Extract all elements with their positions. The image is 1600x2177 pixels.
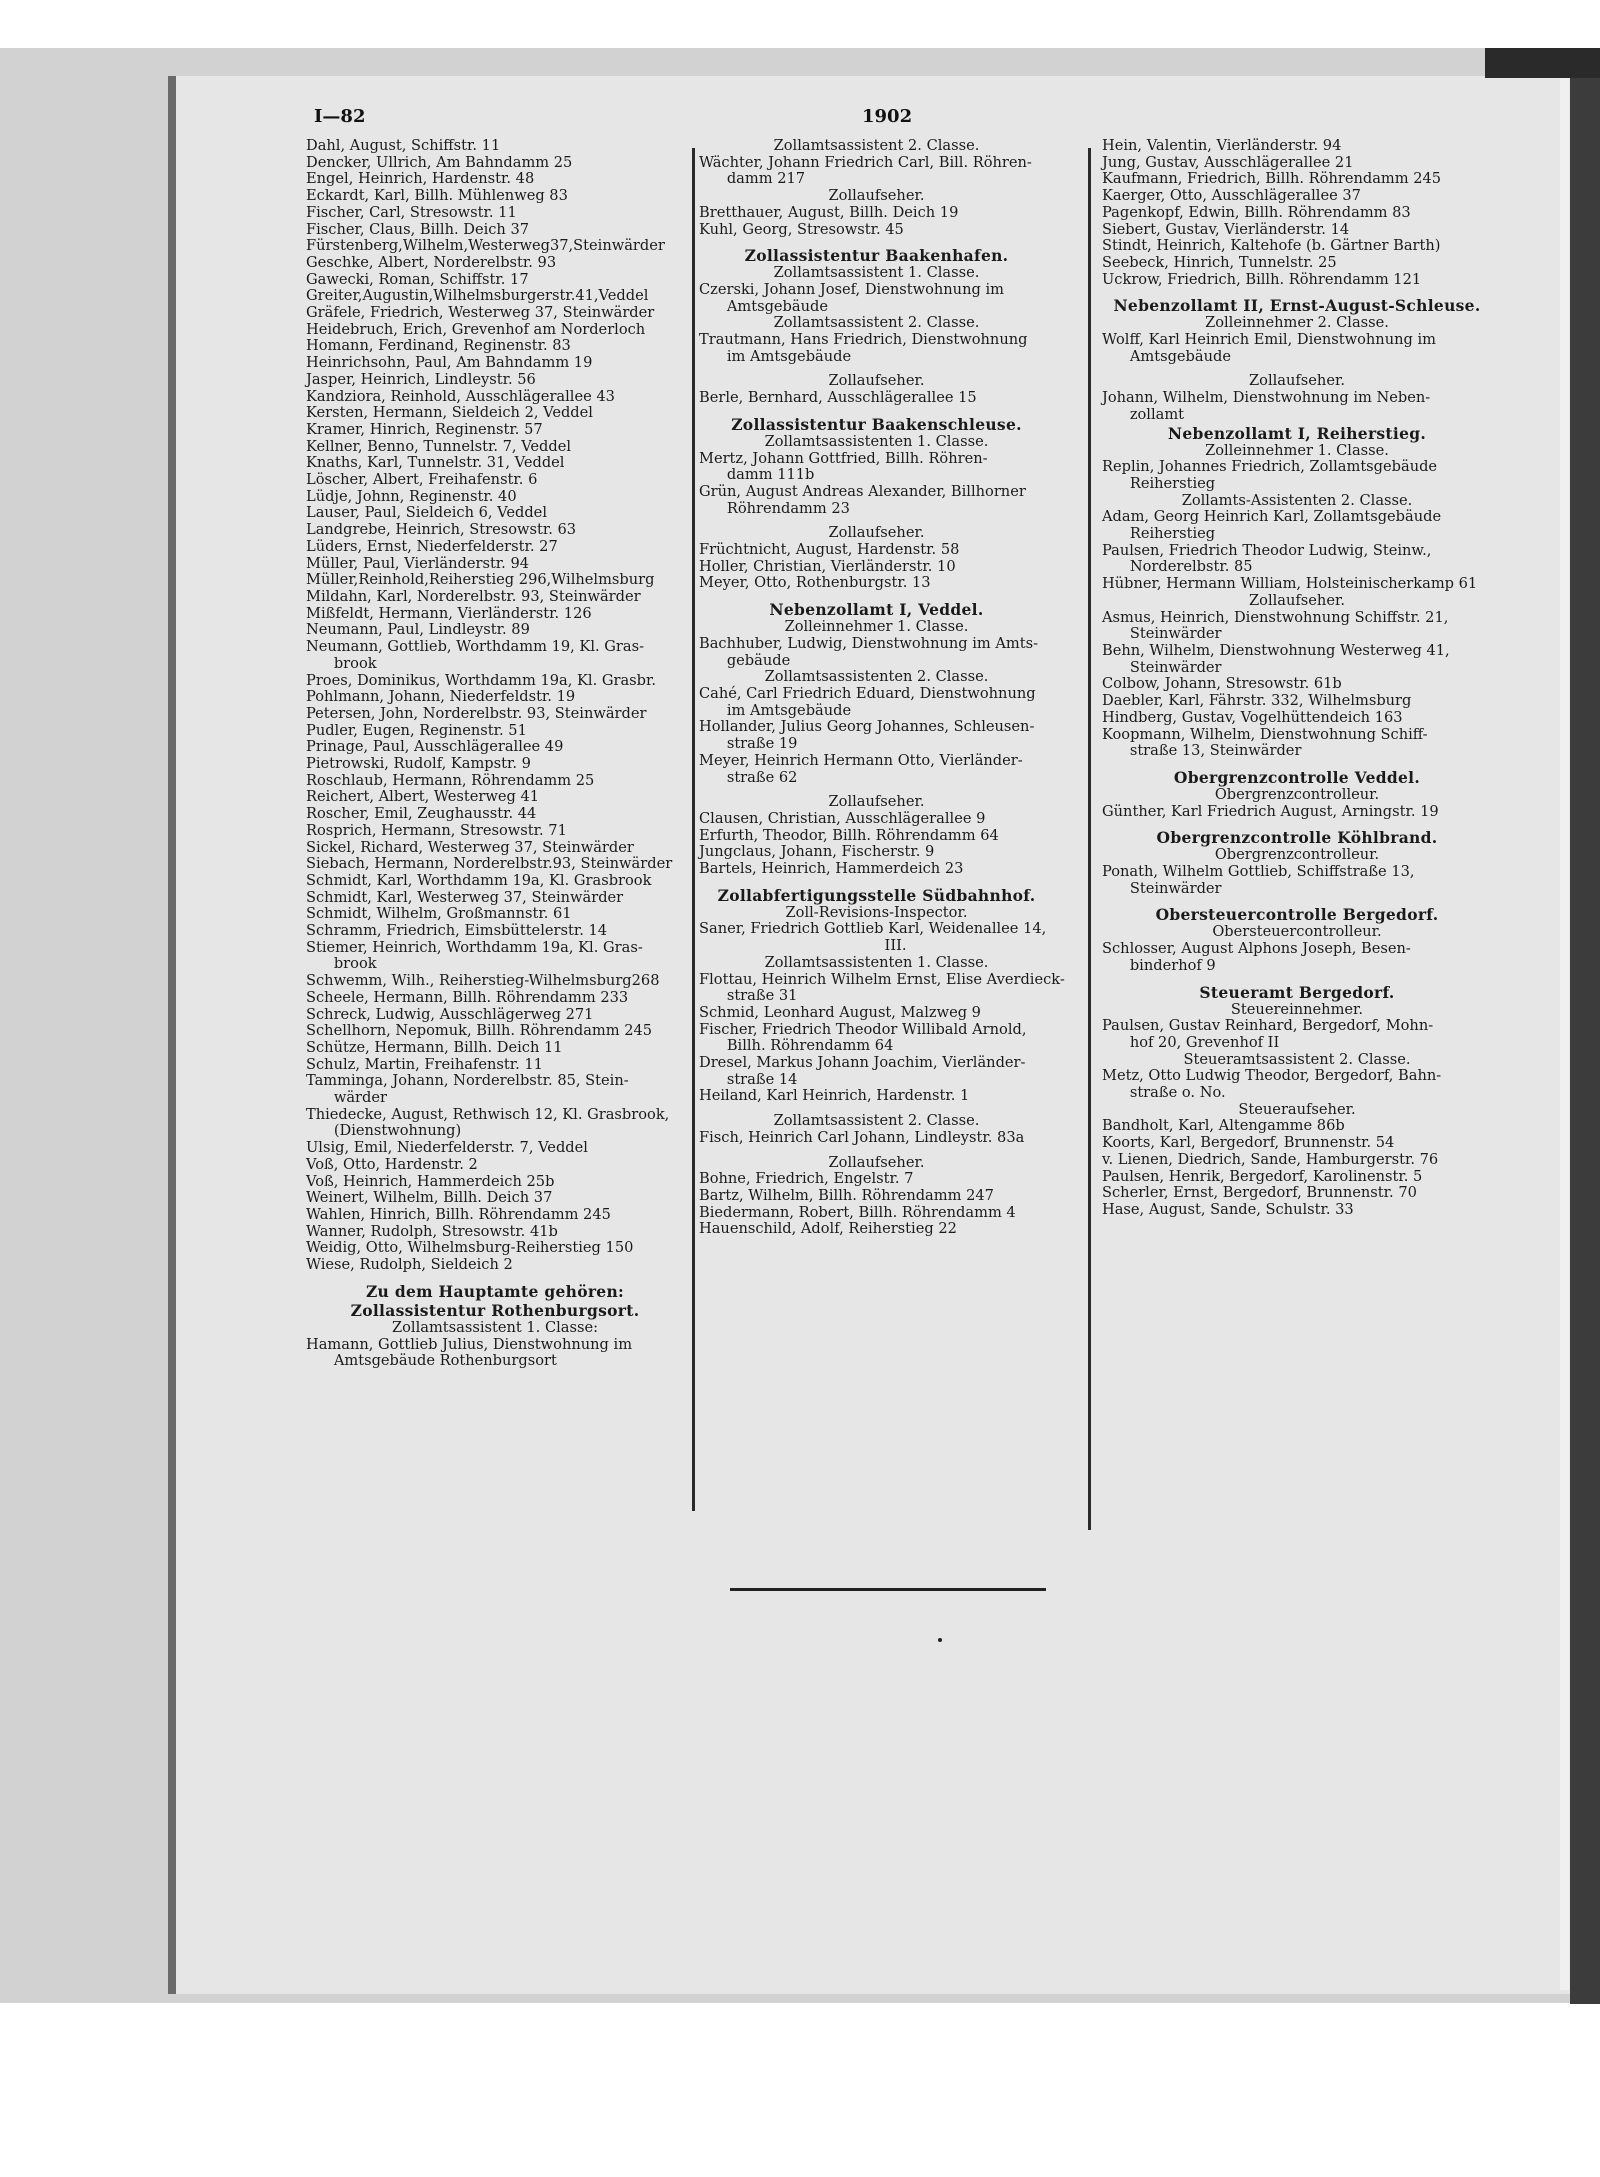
directory-entry: Flottau, Heinrich Wilhelm Ernst, Elise Averdieck- (699, 970, 1065, 988)
rank-heading: Zollamtsassistenten 1. Classe. (764, 432, 989, 450)
directory-entry: Früchtnicht, August, Hardenstr. 58 (699, 541, 960, 559)
directory-entry: Pagenkopf, Edwin, Billh. Röhrendamm 83 (1102, 203, 1411, 221)
directory-entry: Paulsen, Friedrich Theodor Ludwig, Steinw., (1102, 541, 1432, 559)
directory-entry: Neumann, Paul, Lindleystr. 89 (306, 621, 530, 639)
directory-entry: Hollander, Julius Georg Johannes, Schleusen- (699, 718, 1035, 736)
directory-entry: im Amtsgebäude (699, 701, 852, 719)
directory-entry: damm 217 (699, 170, 806, 188)
directory-entry: Neumann, Gottlieb, Worthdamm 19, Kl. Gras- (306, 638, 645, 656)
directory-entry: straße o. No. (1102, 1084, 1226, 1102)
directory-entry: Siebach, Hermann, Norderelbstr.93, Steinwärder (306, 855, 673, 873)
directory-entry: Thiedecke, August, Rethwisch 12, Kl. Grasbrook, (306, 1105, 670, 1123)
directory-entry: Sickel, Richard, Westerweg 37, Steinwärder (306, 838, 634, 856)
directory-entry: v. Lienen, Diedrich, Sande, Hamburgerstr. 76 (1102, 1150, 1439, 1168)
directory-entry: Ulsig, Emil, Niederfelderstr. 7, Veddel (306, 1139, 588, 1157)
directory-entry: Wiese, Rudolph, Sieldeich 2 (306, 1256, 513, 1274)
directory-entry: Schmid, Leonhard August, Malzweg 9 (699, 1003, 981, 1021)
directory-entry: Pohlmann, Johann, Niederfeldstr. 19 (306, 688, 576, 706)
section-heading: Zollabfertigungsstelle Südbahnhof. (717, 885, 1036, 905)
directory-entry: Stindt, Heinrich, Kaltehofe (b. Gärtner Barth) (1102, 237, 1441, 255)
directory-entry: Berle, Bernhard, Ausschlägerallee 15 (699, 389, 977, 407)
rank-heading: Zollaufseher. (828, 1153, 925, 1171)
directory-entry: Wahlen, Hinrich, Billh. Röhrendamm 245 (306, 1206, 611, 1223)
directory-entry: Holler, Christian, Vierländerstr. 10 (699, 557, 956, 575)
directory-entry: Hein, Valentin, Vierländerstr. 94 (1102, 137, 1342, 154)
page-dot (938, 1638, 942, 1642)
section-heading: Zollassistentur Rothenburgsort. (350, 1300, 640, 1320)
directory-entry: Bretthauer, August, Billh. Deich 19 (699, 203, 959, 221)
directory-entry: binderhof 9 (1102, 956, 1216, 974)
directory-entry: Schellhorn, Nepomuk, Billh. Röhrendamm 245 (306, 1022, 653, 1040)
directory-entry: Kuhl, Georg, Stresowstr. 45 (699, 220, 904, 238)
directory-entry: Lüdje, Johnn, Reginenstr. 40 (306, 487, 517, 505)
directory-entry: Schmidt, Karl, Worthdamm 19a, Kl. Grasbrook (306, 871, 652, 889)
rank-heading: Zolleinnehmer 1. Classe. (1205, 441, 1389, 459)
directory-entry: Schreck, Ludwig, Ausschlägerweg 271 (306, 1005, 594, 1023)
directory-entry: Bachhuber, Ludwig, Dienstwohnung im Amts- (699, 634, 1039, 652)
directory-entry: Bartz, Wilhelm, Billh. Röhrendamm 247 (699, 1186, 994, 1204)
rank-heading: Zollaufseher. (1249, 372, 1345, 390)
directory-entry: Scheele, Hermann, Billh. Röhrendamm 233 (306, 988, 629, 1006)
directory-entry: Hübner, Hermann William, Holsteinischerkamp 61 (1102, 575, 1478, 593)
directory-entry: Cahé, Carl Friedrich Eduard, Dienstwohnung (699, 684, 1036, 702)
spacer (1102, 975, 1492, 983)
directory-entry: Gawecki, Roman, Schiffstr. 17 (306, 270, 529, 288)
directory-entry: Jungclaus, Johann, Fischerstr. 9 (699, 843, 935, 861)
rank-heading: Zolleinnehmer 2. Classe. (1205, 314, 1389, 332)
directory-entry: Voß, Otto, Hardenstr. 2 (306, 1155, 478, 1173)
directory-entry: Petersen, John, Norderelbstr. 93, Steinwärder (306, 704, 647, 722)
directory-entry: Paulsen, Henrik, Bergedorf, Karolinenstr. 5 (1102, 1167, 1423, 1185)
directory-entry: Dresel, Markus Johann Joachim, Vierländer- (699, 1054, 1026, 1072)
directory-entry: straße 19 (699, 735, 798, 753)
directory-entry: Pudler, Eugen, Reginenstr. 51 (306, 721, 527, 739)
rank-heading: Obersteuercontrolleur. (1212, 923, 1382, 941)
directory-entry: Scherler, Ernst, Bergedorf, Brunnenstr. 70 (1102, 1184, 1417, 1202)
page-number: I—82 (314, 106, 366, 127)
directory-entry: Fischer, Carl, Stresowstr. 11 (306, 203, 517, 221)
directory-entry: gebäude (699, 651, 791, 669)
directory-entry: Müller, Paul, Vierländerstr. 94 (306, 554, 530, 572)
directory-entry: Hauenschild, Adolf, Reiherstieg 22 (699, 1220, 957, 1238)
directory-entry: Meyer, Heinrich Hermann Otto, Vierländer- (699, 751, 1023, 769)
directory-entry: Bartels, Heinrich, Hammerdeich 23 (699, 860, 964, 878)
directory-entry: Heinrichsohn, Paul, Am Bahndamm 19 (306, 354, 593, 372)
rank-heading: Zollamts-Assistenten 2. Classe. (1181, 491, 1413, 509)
directory-entry: Heiland, Karl Heinrich, Hardenstr. 1 (699, 1087, 970, 1105)
directory-entry: Bandholt, Karl, Altengamme 86b (1102, 1117, 1345, 1135)
rank-heading: Steuereinnehmer. (1230, 1000, 1364, 1018)
directory-entry: Seebeck, Hinrich, Tunnelstr. 25 (1102, 253, 1337, 271)
directory-entry: straße 62 (699, 768, 798, 786)
section-heading: Zollassistentur Baakenhafen. (744, 246, 1009, 266)
directory-entry: Steinwärder (1102, 658, 1222, 676)
directory-entry: Schlosser, August Alphons Joseph, Besen- (1102, 940, 1411, 958)
directory-entry: Schulz, Martin, Freihafenstr. 11 (306, 1055, 543, 1073)
rank-heading: Zollamtsassistenten 1. Classe. (764, 953, 989, 971)
directory-entry: Hamann, Gottlieb Julius, Dienstwohnung im (306, 1335, 633, 1353)
directory-entry: Roschlaub, Hermann, Röhrendamm 25 (306, 771, 595, 789)
section-heading: Steueramt Bergedorf. (1199, 982, 1395, 1002)
rank-heading: Zollaufseher. (1249, 591, 1345, 609)
directory-entry: Wanner, Rudolph, Stresowstr. 41b (306, 1222, 558, 1240)
directory-entry: straße 13, Steinwärder (1102, 742, 1302, 760)
directory-entry: Kandziora, Reinhold, Ausschlägerallee 43 (306, 387, 615, 405)
rank-heading: Zollaufseher. (828, 793, 925, 811)
page-edge (1560, 70, 1569, 1990)
directory-entry: Eckardt, Karl, Billh. Mühlenweg 83 (306, 187, 568, 205)
directory-entry: Greiter,Augustin,Wilhelmsburgerstr.41,Veddel (306, 287, 649, 305)
directory-entry: Hase, August, Sande, Schulstr. 33 (1102, 1200, 1354, 1218)
column-divider (1088, 148, 1091, 1530)
rank-heading: Zollamtsassistent 1. Classe: (391, 1318, 599, 1336)
directory-entry: Proes, Dominikus, Worthdamm 19a, Kl. Grasbr. (306, 671, 657, 689)
directory-entry: Amtsgebäude (699, 297, 828, 315)
directory-entry: Engel, Heinrich, Hardenstr. 48 (306, 170, 535, 188)
directory-entry: Replin, Johannes Friedrich, Zollamtsgebäude (1102, 458, 1438, 476)
section-heading: Zollassistentur Baakenschleuse. (731, 414, 1022, 434)
directory-entry: Colbow, Johann, Stresowstr. 61b (1102, 675, 1342, 693)
directory-entry: Trautmann, Hans Friedrich, Dienstwohnung (699, 331, 1028, 349)
directory-entry: Czerski, Johann Josef, Dienstwohnung im (699, 280, 1004, 298)
directory-entry: Amtsgebäude Rothenburgsort (306, 1352, 557, 1370)
directory-entry: Kaerger, Otto, Ausschlägerallee 37 (1102, 187, 1361, 205)
directory-entry: (Dienstwohnung) (306, 1122, 462, 1140)
directory-entry: straße 14 (699, 1070, 798, 1088)
directory-entry: Roscher, Emil, Zeughausstr. 44 (306, 805, 537, 823)
directory-entry: Lüders, Ernst, Niederfelderstr. 27 (306, 537, 558, 555)
directory-entry: wärder (306, 1089, 387, 1107)
spacer (699, 238, 1054, 246)
directory-entry: straße 31 (699, 987, 798, 1005)
binding-strip (1570, 52, 1600, 2004)
directory-entry: Kersten, Hermann, Sieldeich 2, Veddel (306, 404, 593, 422)
spacer (699, 592, 1054, 600)
directory-entry: Daebler, Karl, Fährstr. 332, Wilhelmsburg (1102, 692, 1412, 710)
rank-heading: Obergrenzcontrolleur. (1214, 785, 1380, 803)
directory-entry: Müller,Reinhold,Reiherstieg 296,Wilhelmsburg (306, 571, 655, 589)
directory-entry: im Amtsgebäude (699, 347, 852, 365)
directory-entry: Mildahn, Karl, Norderelbstr. 93, Steinwärder (306, 587, 641, 605)
directory-entry: Erfurth, Theodor, Billh. Röhrendamm 64 (699, 826, 999, 844)
directory-entry: Fischer, Claus, Billh. Deich 37 (306, 220, 530, 238)
directory-entry: Grün, August Andreas Alexander, Billhorner (699, 482, 1026, 500)
directory-entry: Reichert, Albert, Westerweg 41 (306, 788, 540, 806)
spacer (699, 878, 1054, 886)
directory-entry: Landgrebe, Heinrich, Stresowstr. 63 (306, 521, 577, 539)
directory-entry: Paulsen, Gustav Reinhard, Bergedorf, Mohn- (1102, 1017, 1434, 1035)
directory-entry: Siebert, Gustav, Vierländerstr. 14 (1102, 220, 1350, 238)
directory-entry: Fisch, Heinrich Carl Johann, Lindleystr. 83a (699, 1128, 1025, 1146)
directory-entry: Reiherstieg (1102, 525, 1216, 543)
rank-heading: Steueramtsassistent 2. Classe. (1183, 1050, 1411, 1068)
directory-entry: Biedermann, Robert, Billh. Röhrendamm 4 (699, 1203, 1016, 1221)
directory-entry: III. (699, 937, 907, 955)
directory-entry: Hindberg, Gustav, Vogelhüttendeich 163 (1102, 708, 1403, 726)
rank-heading: Obergrenzcontrolleur. (1214, 846, 1380, 864)
directory-entry: Knaths, Karl, Tunnelstr. 31, Veddel (306, 454, 565, 472)
rank-heading: Zollamtsassistent 1. Classe. (773, 264, 980, 282)
rank-heading: Zollamtsassistent 2. Classe. (773, 137, 980, 154)
directory-entry: Billh. Röhrendamm 64 (699, 1037, 894, 1055)
directory-entry: Schmidt, Karl, Westerweg 37, Steinwärder (306, 888, 624, 906)
directory-entry: Norderelbstr. 85 (1102, 558, 1253, 576)
directory-entry: Koorts, Karl, Bergedorf, Brunnenstr. 54 (1102, 1134, 1395, 1152)
directory-entry: Bohne, Friedrich, Engelstr. 7 (699, 1170, 914, 1188)
directory-entry: Geschke, Albert, Norderelbstr. 93 (306, 253, 557, 271)
section-heading: Nebenzollamt I, Reiherstieg. (1167, 423, 1427, 443)
spacer (306, 1274, 684, 1282)
directory-entry: Kellner, Benno, Tunnelstr. 7, Veddel (306, 437, 572, 455)
directory-entry: Wächter, Johann Friedrich Carl, Bill. Röhren- (699, 153, 1032, 171)
directory-entry: Weinert, Wilhelm, Billh. Deich 37 (306, 1189, 553, 1207)
directory-entry: Prinage, Paul, Ausschlägerallee 49 (306, 738, 564, 756)
directory-entry: Günther, Karl Friedrich August, Arningstr. 19 (1102, 802, 1439, 820)
column-middle (699, 137, 1065, 1238)
rank-heading: Zollaufseher. (828, 372, 925, 390)
rank-heading: Zollaufseher. (828, 187, 925, 205)
directory-entry: Heidebruch, Erich, Grevenhof am Norderloch (306, 320, 646, 338)
directory-entry: Dencker, Ullrich, Am Bahndamm 25 (306, 153, 573, 171)
directory-entry: Rosprich, Hermann, Stresowstr. 71 (306, 821, 567, 839)
directory-entry: Johann, Wilhelm, Dienstwohnung im Neben- (1102, 389, 1431, 407)
directory-entry: Löscher, Albert, Freihafenstr. 6 (306, 471, 538, 489)
directory-entry: Koopmann, Wilhelm, Dienstwohnung Schiff- (1102, 725, 1428, 743)
directory-entry: brook (306, 654, 377, 672)
directory-entry: Voß, Heinrich, Hammerdeich 25b (306, 1172, 555, 1190)
rank-heading: Zolleinnehmer 1. Classe. (784, 618, 969, 636)
corner-shadow (1485, 48, 1600, 78)
rank-heading: Zollamtsassistent 2. Classe. (773, 1112, 980, 1130)
page-year: 1902 (862, 106, 913, 127)
section-heading: Zu dem Hauptamte gehören: (365, 1281, 625, 1301)
spacer (699, 407, 1054, 415)
section-heading: Obergrenzcontrolle Veddel. (1173, 767, 1421, 787)
directory-entry: Lauser, Paul, Sieldeich 6, Veddel (306, 504, 547, 522)
directory-entry: Gräfele, Friedrich, Westerweg 37, Steinwärder (306, 304, 655, 322)
rank-heading: Zollamtsassistent 2. Classe. (773, 314, 980, 332)
spacer (1102, 760, 1492, 768)
directory-entry: Ponath, Wilhelm Gottlieb, Schiffstraße 13, (1102, 863, 1415, 881)
directory-entry: Metz, Otto Ludwig Theodor, Bergedorf, Bahn- (1102, 1067, 1442, 1085)
directory-entry: Schütze, Hermann, Billh. Deich 11 (306, 1038, 563, 1056)
directory-entry: Tamminga, Johann, Norderelbstr. 85, Stein- (306, 1072, 629, 1090)
section-heading: Nebenzollamt II, Ernst-August-Schleuse. (1113, 296, 1481, 316)
spacer (1102, 897, 1492, 905)
directory-entry: Röhrendamm 23 (699, 499, 850, 517)
directory-entry: Mertz, Johann Gottfried, Billh. Röhren- (699, 449, 988, 467)
directory-entry: Mißfeldt, Hermann, Vierländerstr. 126 (306, 604, 592, 622)
section-heading: Nebenzollamt I, Veddel. (769, 600, 984, 620)
directory-entry: hof 20, Grevenhof II (1102, 1033, 1280, 1051)
directory-entry: brook (306, 955, 377, 973)
rank-heading: Zollamtsassistenten 2. Classe. (764, 668, 989, 686)
directory-entry: Kramer, Hinrich, Reginenstr. 57 (306, 420, 543, 438)
directory-entry: Reiherstieg (1102, 474, 1216, 492)
directory-entry: Steinwärder (1102, 625, 1222, 643)
column-right (1102, 138, 1492, 1219)
rank-heading: Zollaufseher. (828, 524, 925, 542)
column-divider (692, 148, 695, 1511)
directory-entry: Amtsgebäude (1102, 347, 1231, 365)
directory-entry: Clausen, Christian, Ausschlägerallee 9 (699, 809, 986, 827)
directory-entry: Fürstenberg,Wilhelm,Westerweg37,Steinwärder (306, 237, 665, 255)
directory-entry: Dahl, August, Schiffstr. 11 (306, 137, 501, 154)
directory-entry: Schmidt, Wilhelm, Großmannstr. 61 (306, 905, 572, 923)
directory-entry: zollamt (1102, 405, 1185, 423)
directory-entry: Behn, Wilhelm, Dienstwohnung Westerweg 41, (1102, 641, 1450, 659)
section-heading: Obersteuercontrolle Bergedorf. (1155, 905, 1439, 925)
directory-entry: Fischer, Friedrich Theodor Willibald Arnold, (699, 1020, 1027, 1038)
directory-entry: Wolff, Karl Heinrich Emil, Dienstwohnung im (1102, 331, 1436, 349)
directory-entry: Saner, Friedrich Gottlieb Karl, Weidenallee 14, (699, 920, 1047, 938)
directory-entry: Jung, Gustav, Ausschlägerallee 21 (1102, 153, 1354, 171)
directory-entry: Homann, Ferdinand, Reginenstr. 83 (306, 337, 571, 355)
directory-entry: Schwemm, Wilh., Reiherstieg-Wilhelmsburg268 (306, 972, 660, 990)
spacer (1102, 820, 1492, 828)
column-left (306, 138, 684, 1370)
directory-entry: Pietrowski, Rudolf, Kampstr. 9 (306, 755, 531, 773)
end-rule (730, 1588, 1046, 1591)
rank-heading: Steueraufseher. (1238, 1100, 1356, 1118)
directory-entry: Adam, Georg Heinrich Karl, Zollamtsgebäude (1102, 508, 1442, 526)
rank-heading: Zoll-Revisions-Inspector. (785, 903, 968, 921)
directory-entry: Weidig, Otto, Wilhelmsburg-Reiherstieg 150 (306, 1239, 634, 1257)
directory-entry: Uckrow, Friedrich, Billh. Röhrendamm 121 (1102, 270, 1422, 288)
directory-entry: damm 111b (699, 466, 815, 484)
directory-entry: Stiemer, Heinrich, Worthdamm 19a, Kl. Gras- (306, 938, 643, 956)
directory-entry: Schramm, Friedrich, Eimsbüttelerstr. 14 (306, 922, 608, 940)
section-heading: Obergrenzcontrolle Köhlbrand. (1156, 828, 1438, 848)
directory-entry: Kaufmann, Friedrich, Billh. Röhrendamm 245 (1102, 170, 1442, 188)
directory-entry: Meyer, Otto, Rothenburgstr. 13 (699, 574, 931, 592)
directory-entry: Asmus, Heinrich, Dienstwohnung Schiffstr. 21, (1102, 608, 1449, 626)
directory-entry: Jasper, Heinrich, Lindleystr. 56 (306, 370, 536, 388)
directory-entry: Steinwärder (1102, 879, 1222, 897)
spacer (1102, 288, 1492, 296)
